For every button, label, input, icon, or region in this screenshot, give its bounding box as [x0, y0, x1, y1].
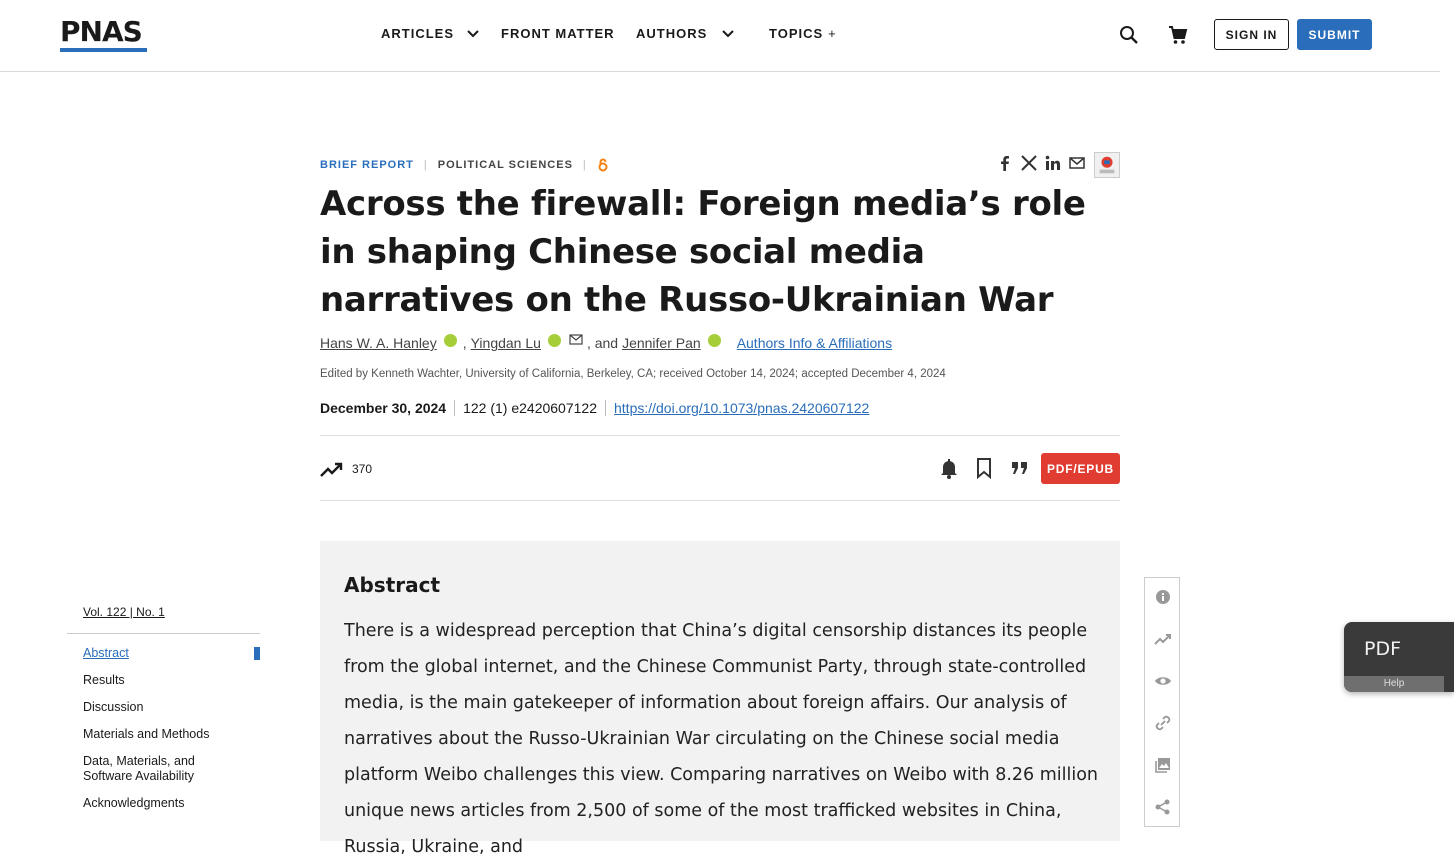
- link-icon[interactable]: [1154, 714, 1172, 732]
- editorial-history: Edited by Kenneth Wachter, University of California, Berkeley, CA; received October 14, 2024; accepted December 4, 2024: [320, 368, 946, 380]
- chevron-down-icon: [721, 27, 735, 41]
- article-type[interactable]: BRIEF REPORT: [320, 159, 414, 171]
- metric-count: 370: [352, 462, 373, 476]
- article-title: Across the firewall: Foreign media’s role in shaping Chinese social media narratives on the Russo-Ukrainian War: [320, 184, 1086, 320]
- open-access-icon: [597, 158, 609, 172]
- author-link[interactable]: Hans W. A. Hanley: [320, 335, 437, 351]
- table-of-contents: [83, 646, 260, 823]
- pdf-help-widget[interactable]: [1344, 622, 1454, 692]
- eye-icon[interactable]: [1154, 672, 1172, 690]
- kicker-separator: |: [582, 159, 587, 171]
- orcid-icon[interactable]: [548, 334, 561, 347]
- bookmark-icon[interactable]: [973, 457, 995, 479]
- nav-authors[interactable]: [636, 26, 735, 41]
- submit-button[interactable]: SUBMIT: [1297, 19, 1372, 50]
- nav-front-matter[interactable]: [501, 26, 615, 41]
- authors-info-affiliations-link[interactable]: Authors Info & Affiliations: [736, 335, 893, 351]
- publication-info: [320, 397, 869, 419]
- email-icon[interactable]: [569, 334, 583, 346]
- sign-in-button[interactable]: SIGN IN: [1214, 19, 1289, 50]
- toc-item-discussion[interactable]: Discussion: [83, 700, 144, 714]
- nav-articles-label: ARTICLES: [381, 26, 454, 41]
- nav-topics-label: TOPICS: [769, 26, 824, 41]
- cite-quote-icon[interactable]: [1009, 457, 1031, 479]
- pdf-widget-help[interactable]: Help: [1344, 676, 1444, 692]
- author-separator: ,: [462, 335, 467, 351]
- plus-icon: +: [828, 26, 837, 41]
- kicker-separator: |: [423, 159, 428, 171]
- toc-item-results[interactable]: Results: [83, 673, 125, 687]
- author-link[interactable]: Yingdan Lu: [470, 335, 541, 351]
- publication-date: December 30, 2024: [320, 400, 455, 416]
- article-section[interactable]: POLITICAL SCIENCES: [437, 159, 573, 171]
- bell-icon[interactable]: [938, 457, 960, 479]
- toc-item-data-availability[interactable]: Data, Materials, and Software Availability: [83, 754, 195, 783]
- toc-volume-link[interactable]: Vol. 122 | No. 1: [83, 605, 165, 619]
- abstract-heading: Abstract: [344, 573, 441, 597]
- cart-icon[interactable]: [1167, 24, 1189, 46]
- orcid-icon[interactable]: [444, 334, 457, 347]
- site-header: [0, 0, 1440, 72]
- nav-topics[interactable]: [769, 26, 837, 41]
- abstract-text: There is a widespread perception that China’s digital censorship distances its people from the global internet, and the Chinese Communist Party, through state-controlled media, is the main gatekeeper of information about foreign affairs. Our analysis of narratives about the Russo-Ukrainian War circulating on the Chinese social media platform Weibo challenges this view. Comparing narratives on Weibo with 8.26 million unique news articles from 2,500 of some of the most trafficked websites in China, Russia, Ukraine, and: [344, 621, 1099, 857]
- volume-issue: 122 (1) e2420607122: [455, 400, 606, 416]
- toc-item-materials-methods[interactable]: Materials and Methods: [83, 727, 210, 741]
- doi-link[interactable]: https://doi.org/10.1073/pnas.2420607122: [614, 400, 870, 416]
- pdf-epub-button[interactable]: PDF/EPUB: [1041, 453, 1120, 484]
- share-bar: [996, 154, 1092, 172]
- metrics-button[interactable]: [320, 458, 372, 480]
- nav-front-matter-label: FRONT MATTER: [501, 26, 615, 41]
- email-share-icon[interactable]: [1068, 154, 1086, 172]
- tool-rail: [1144, 577, 1180, 827]
- trending-up-icon: [320, 458, 344, 480]
- toc-divider: [67, 633, 260, 634]
- pnas-logo[interactable]: PNAS: [60, 15, 142, 48]
- crossmark-icon[interactable]: [1094, 152, 1120, 178]
- author-link[interactable]: Jennifer Pan: [622, 335, 701, 351]
- nav-articles[interactable]: [381, 26, 480, 41]
- linkedin-icon[interactable]: [1044, 154, 1062, 172]
- author-separator: , and: [586, 335, 619, 351]
- article-toolbar: [320, 435, 1120, 501]
- chevron-down-icon: [466, 27, 480, 41]
- abstract-section: [320, 541, 1120, 857]
- orcid-icon[interactable]: [708, 334, 721, 347]
- article-kicker: [320, 158, 609, 172]
- trending-up-icon[interactable]: [1154, 630, 1172, 648]
- pdf-widget-label: PDF: [1364, 638, 1402, 660]
- info-icon[interactable]: [1154, 588, 1172, 606]
- nav-authors-label: AUTHORS: [636, 26, 708, 41]
- toc-item-abstract[interactable]: Abstract: [83, 646, 129, 660]
- author-list: [320, 335, 892, 351]
- image-gallery-icon[interactable]: [1154, 756, 1172, 774]
- x-twitter-icon[interactable]: [1020, 154, 1038, 172]
- toc-item-acknowledgments[interactable]: Acknowledgments: [83, 796, 185, 810]
- logo-underline: [60, 48, 147, 52]
- facebook-icon[interactable]: [996, 154, 1014, 172]
- search-icon[interactable]: [1118, 24, 1140, 46]
- share-icon[interactable]: [1154, 798, 1172, 816]
